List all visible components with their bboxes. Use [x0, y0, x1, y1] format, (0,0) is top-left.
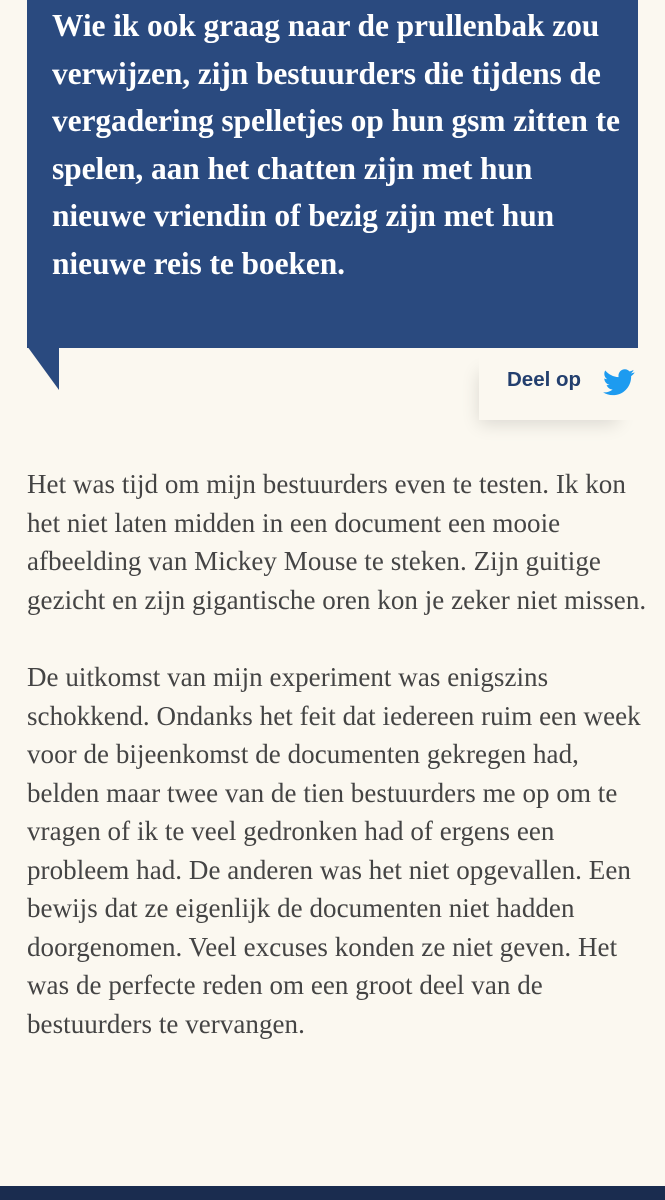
article-paragraph: Het was tijd om mijn bestuurders even te testen. Ik kon het niet laten midden in een document een mooie afbeelding van Mickey Mouse te steken. Zijn guitige gezicht en zijn gigantische oren kon je zeker niet missen.	[27, 469, 647, 615]
twitter-icon	[603, 369, 635, 396]
share-label: Deel op	[507, 368, 582, 391]
share-on-twitter-button[interactable]	[479, 348, 638, 420]
pull-quote	[27, 0, 638, 410]
pull-quote-tail	[27, 346, 59, 390]
article-paragraph: De uitkomst van mijn experiment was enigszins schokkend. Ondanks het feit dat iedereen ruim een week voor de bijeenkomst de documenten gekregen had, belden maar twee van de tien bestuurders me op om te vragen of ik te veel gedronken had of ergens een probleem had. De anderen was het niet opgevallen. Een bewijs dat ze eigenlijk de documenten niet hadden doorgenomen. Veel excuses konden ze niet geven. Het was de perfecte reden om een groot deel van de bestuurders te vervangen.	[27, 662, 641, 1039]
bottom-bar	[0, 1186, 665, 1200]
pull-quote-text: Wie ik ook graag naar de prullenbak zou verwijzen, zijn bestuurders die tijdens de vergadering spelletjes op hun gsm zitten te spelen, aan het chatten zijn met hun nieuwe vriendin of bezig zijn met hun nieuwe reis te boeken.	[52, 8, 620, 281]
article-body	[27, 465, 647, 1082]
pull-quote-box	[27, 0, 638, 348]
